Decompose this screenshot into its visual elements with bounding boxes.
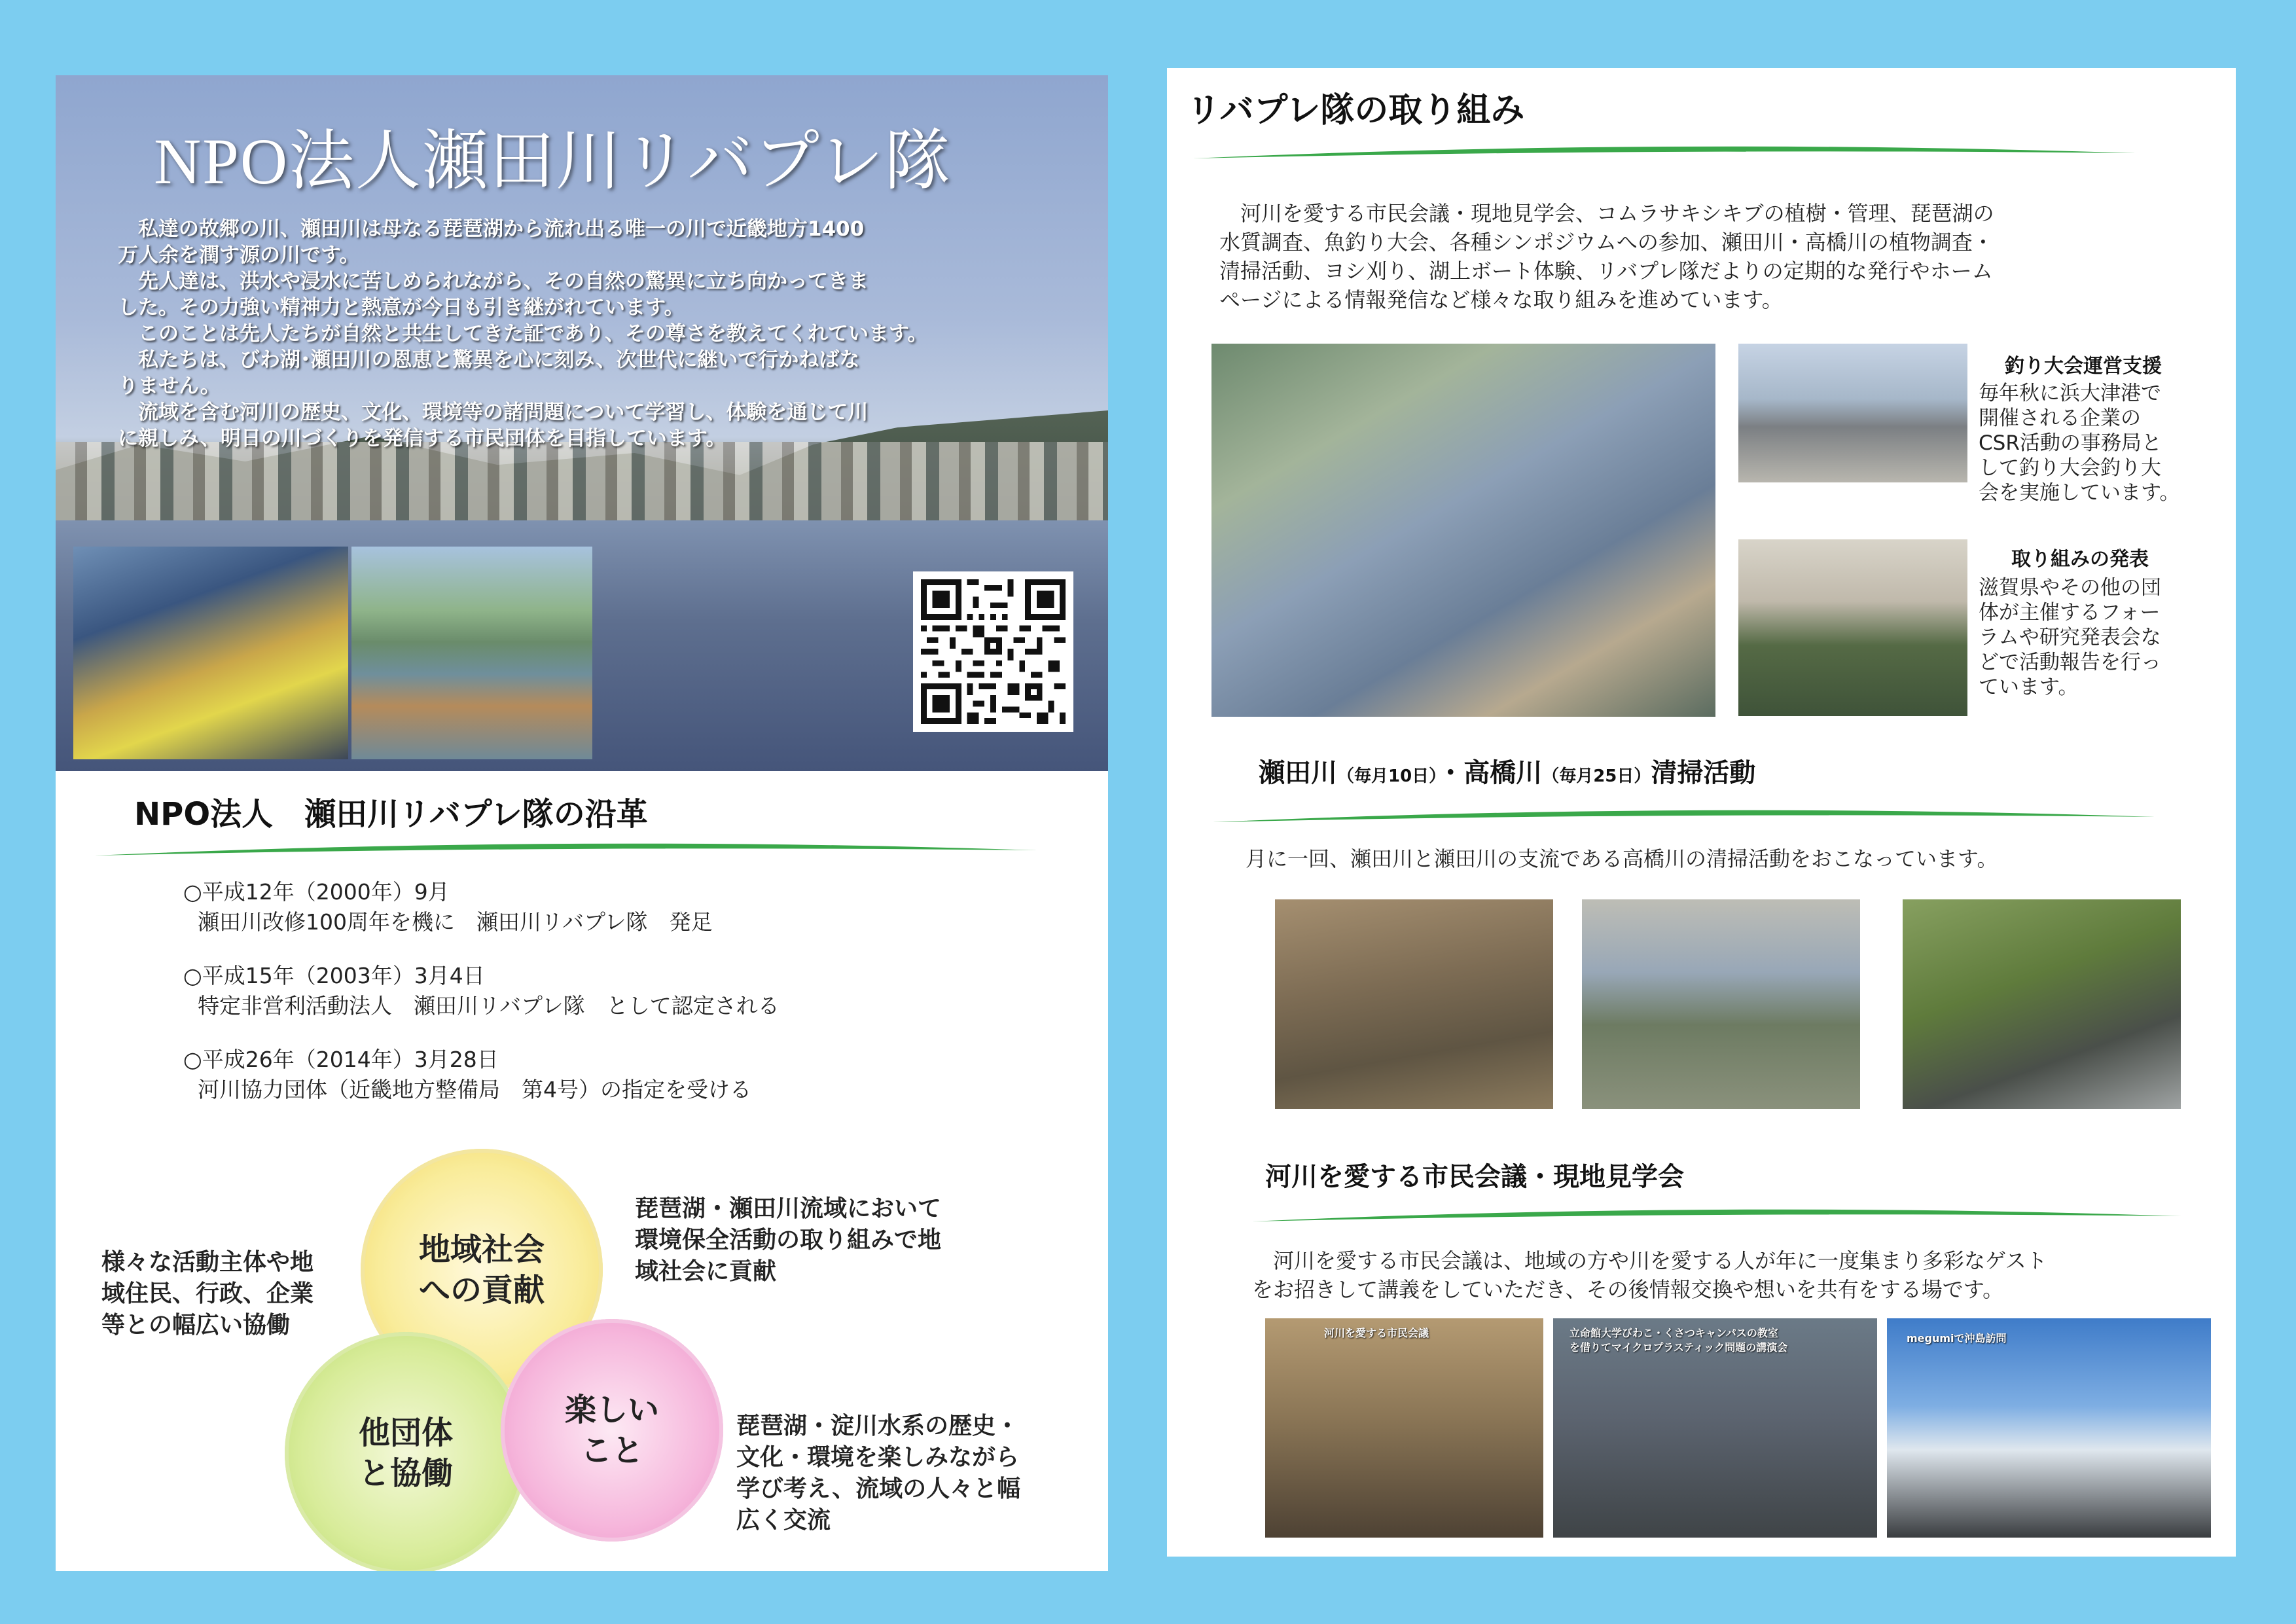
intro-line: 流域を含む河川の歴史、文化、環境等の諸問題について学習し、体験を通じて川 — [118, 401, 869, 424]
history-text: 河川協力団体（近畿地方整備局 第4号）の指定を受ける — [198, 1077, 751, 1102]
caption-line: ラムや研究発表会な — [1979, 626, 2161, 649]
note-line: 環境保全活動の取り組みで地 — [635, 1227, 942, 1254]
note-collaboration — [101, 1247, 314, 1341]
photo-cleanup-2 — [1582, 899, 1860, 1109]
note-line: 様々な活動主体や地 — [101, 1249, 314, 1276]
note-line: 域住民、行政、企業 — [101, 1280, 314, 1307]
note-line: 等との幅広い協働 — [101, 1312, 291, 1339]
left-panel — [56, 75, 1108, 1571]
council-text — [1252, 1246, 2208, 1304]
photo-wooden-boat — [351, 547, 592, 759]
cleanup-heading-swoosh — [1213, 808, 2155, 826]
circle-label: 楽しい — [564, 1392, 659, 1428]
circle-label: こと — [580, 1432, 643, 1469]
organization-title: NPO法人瀬田川リバプレ隊 — [154, 125, 952, 198]
intro-line: 水質調査、魚釣り大会、各種シンポジウムへの参加、瀬田川・高橋川の植物調査・ — [1219, 230, 1994, 255]
history-date: ○平成15年（2003年）3月4日 — [183, 963, 485, 988]
right-panel — [1167, 68, 2236, 1557]
qr-code-icon[interactable] — [913, 571, 1073, 732]
history-date: ○平成12年（2000年）9月 — [183, 879, 450, 905]
cleanup-heading-small: （毎月10日） — [1337, 767, 1438, 786]
caption-line: ています。 — [1979, 676, 2079, 699]
cleanup-heading-small: （毎月25日） — [1542, 767, 1651, 786]
council-line: 河川を愛する市民会議は、地域の方や川を愛する人が年に一度集まり多彩なゲスト — [1252, 1248, 2047, 1273]
activities-intro — [1219, 199, 2188, 314]
hero-town — [56, 442, 1108, 520]
intro-line: りません。 — [118, 374, 221, 398]
history-date: ○平成26年（2014年）3月28日 — [183, 1047, 499, 1072]
note-line: 琵琶湖・瀬田川流域において — [635, 1195, 942, 1222]
circle-collaboration — [285, 1332, 527, 1571]
caption-line: 毎年秋に浜大津港で — [1979, 382, 2161, 405]
photo-label-line: を借りてマイクロプラスティック問題の講演会 — [1570, 1341, 1788, 1354]
hero-river-photo — [56, 75, 1108, 771]
caption-line: どで活動報告を行っ — [1979, 651, 2161, 674]
presentation-caption-title: 取り組みの発表 — [2011, 548, 2149, 571]
intro-line: 河川を愛する市民会議・現地見学会、コムラサキシキブの植樹・管理、琵琶湖の — [1219, 201, 1994, 226]
photo-university-lecture — [1553, 1318, 1877, 1538]
cleanup-heading-part: 瀬田川 — [1259, 758, 1337, 788]
intro-line: ページによる情報発信など様々な取り組みを進めています。 — [1219, 287, 1783, 312]
council-heading: 河川を愛する市民会議・現地見学会 — [1265, 1162, 1684, 1192]
history-heading-swoosh — [95, 841, 1037, 859]
caption-line: CSR活動の事務局と — [1979, 431, 2162, 455]
cleanup-heading-part: 清掃活動 — [1651, 758, 1756, 788]
caption-line: 体が主催するフォー — [1979, 601, 2161, 624]
circle-label: と協働 — [358, 1455, 453, 1492]
photo-fishing-tournament — [1738, 344, 1967, 482]
fishing-caption — [1979, 381, 2180, 505]
history-list — [183, 877, 780, 1128]
note-line: 域社会に貢献 — [635, 1258, 777, 1285]
caption-line: 開催される企業の — [1979, 406, 2141, 430]
presentation-caption — [1979, 575, 2161, 700]
history-text: 特定非営利活動法人 瀬田川リバプレ隊 として認定される — [198, 993, 780, 1019]
cleanup-heading — [1259, 752, 1755, 789]
history-item — [183, 877, 780, 937]
note-enjoyment — [736, 1411, 1020, 1536]
cleanup-text: 月に一回、瀬田川と瀬田川の支流である高橋川の清掃活動をおこなっています。 — [1246, 846, 1998, 871]
photo-cleanup-3 — [1903, 899, 2181, 1109]
intro-line: した。その力強い精神力と熱意が今日も引き継がれています。 — [118, 296, 685, 319]
note-line: 文化・環境を楽しみながら — [736, 1444, 1020, 1471]
circle-enjoyment — [501, 1319, 723, 1542]
activities-heading-swoosh — [1193, 144, 2136, 162]
intro-line: 先人達は、洪水や浸水に苦しめられながら、その自然の驚異に立ち向かってきま — [118, 270, 869, 293]
photo-river-survey-children — [1211, 344, 1715, 717]
circle-label: への貢献 — [418, 1272, 545, 1308]
fishing-caption-title: 釣り大会運営支援 — [2005, 355, 2162, 378]
council-heading-swoosh — [1252, 1207, 2181, 1225]
intro-line: に親しみ、明日の川づくりを発信する市民団体を目指しています。 — [118, 427, 726, 450]
caption-line: 滋賀県やその他の団 — [1979, 576, 2161, 600]
photo-cleanup-1 — [1275, 899, 1553, 1109]
photo-citizens-council — [1265, 1318, 1543, 1538]
history-text: 瀬田川改修100周年を機に 瀬田川リバプレ隊 発足 — [198, 909, 713, 935]
note-line: 学び考え、流域の人々と幅 — [736, 1475, 1021, 1502]
intro-line: 万人余を潤す源の川です。 — [118, 244, 360, 267]
photo-presentation-forum — [1738, 539, 1967, 716]
circle-label: 地域社会 — [418, 1231, 545, 1268]
photo-label — [1570, 1326, 1787, 1355]
photo-label: megumiで沖島訪問 — [1907, 1332, 2007, 1344]
history-item — [183, 961, 780, 1021]
cleanup-heading-part: ・高橋川 — [1437, 758, 1543, 788]
council-line: をお招きして講義をしていただき、その後情報交換や想いを共有をする場です。 — [1252, 1277, 2004, 1302]
intro-line: 私達の故郷の川、瀬田川は母なる琵琶湖から流れ出る唯一の川で近畿地方1400 — [118, 217, 865, 241]
caption-line: 会を実施しています。 — [1979, 481, 2180, 505]
note-line: 琵琶湖・淀川水系の歴史・ — [736, 1413, 1020, 1439]
photo-label-line: 立命館大学びわこ・くさつキャンパスの教室 — [1570, 1327, 1778, 1339]
intro-line: 清掃活動、ヨシ刈り、湖上ボート体験、リバプレ隊だよりの定期的な発行やホーム — [1219, 259, 1993, 283]
caption-line: して釣り大会釣り大 — [1979, 456, 2161, 480]
intro-text — [118, 216, 1080, 452]
circle-label: 他団体 — [358, 1415, 453, 1451]
intro-line: 私たちは、びわ湖･瀬田川の恩恵と驚異を心に刻み、次世代に継いで行かねばな — [118, 348, 860, 372]
note-community — [635, 1193, 941, 1288]
photo-label: 河川を愛する市民会議 — [1324, 1327, 1429, 1339]
photo-okishima-visit — [1887, 1318, 2211, 1538]
history-heading: NPO法人 瀬田川リバプレ隊の沿革 — [134, 796, 648, 833]
intro-line: このことは先人たちが自然と共生してきた証であり、その尊さを教えてくれています。 — [118, 322, 928, 346]
activities-heading: リバプレ隊の取り組み — [1187, 91, 1525, 130]
note-line: 広く交流 — [736, 1507, 831, 1534]
history-item — [183, 1045, 780, 1105]
photo-boat-passengers — [73, 547, 348, 759]
